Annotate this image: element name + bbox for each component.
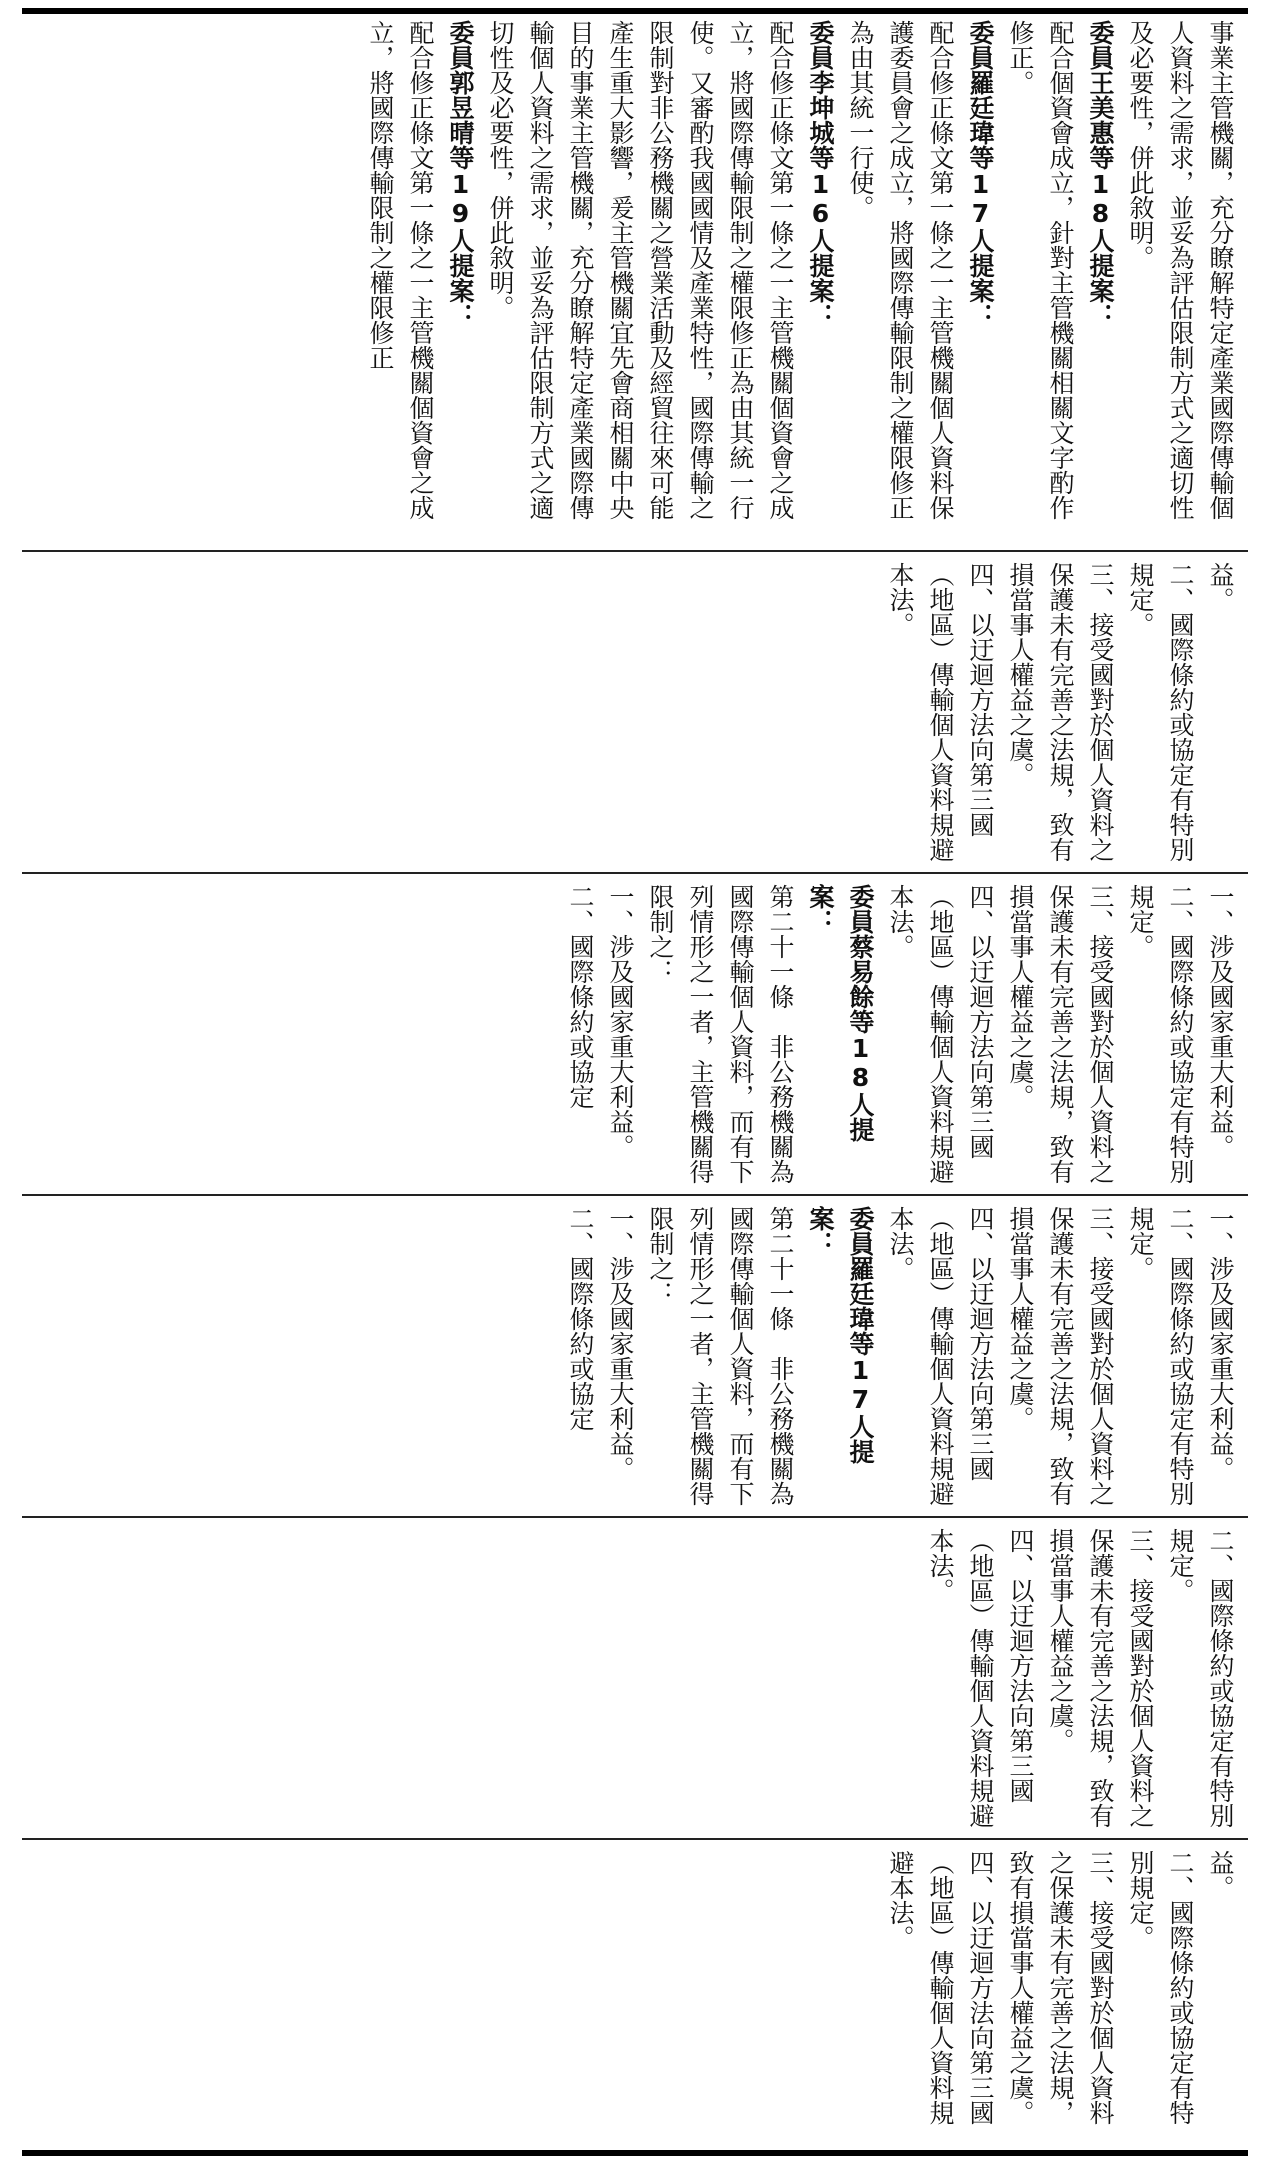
proposer-heading: 委員羅廷瑋等17人提案：: [806, 1206, 875, 1464]
proposer-heading: 委員郭昱晴等19人提案：: [446, 20, 475, 328]
section-explanation: [30, 20, 1240, 540]
text-line: 一、涉及國家重大利益。: [1206, 884, 1235, 1159]
text-line: 配合修正條文第一條之一主管機關個資會之成立，將國際傳輸限制之權限修正為由其統一行使。又審酌我國國情及產業特性，國際傳輸之限制對非公務機關之營業活動及經貿往來可能產生重大影響，爰主管機關宜先會商相關中央目的事業主管機關，充分瞭解特定產業國際傳輸個人資料之需求，並妥為評估限制方式之適切性及必要性，併此敘明。: [486, 20, 795, 520]
text-line: 四、以迂迴方法向第三國（地區）傳輸個人資料規避本法。: [926, 1528, 1035, 1828]
text-line: 益。: [1206, 1850, 1235, 1900]
text-line: 配合修正條文第一條之一主管機關個資會之成立，將國際傳輸限制之權限修正: [366, 20, 435, 520]
text-line: 一、涉及國家重大利益。: [606, 884, 635, 1159]
proposer-heading: 委員李坤城等16人提案：: [806, 20, 835, 328]
text-line: 二、國際條約或協定有特別規定。: [1126, 1206, 1195, 1506]
text-line: 四、以迂迴方法向第三國（地區）傳輸個人資料規避本法。: [886, 1206, 995, 1506]
text-line: 一、涉及國家重大利益。: [606, 1206, 635, 1481]
text-line: 三、接受國對於個人資料之保護未有完善之法規，致有損當事人權益之虞。: [1046, 1528, 1155, 1828]
text-line: 二、國際條約或協定有特別規定。: [1126, 884, 1195, 1184]
section-current-law: [30, 562, 1240, 862]
proposer-heading: 委員羅廷瑋等17人提案：: [966, 20, 995, 328]
text-line: 二、國際條約或協定有特別規定。: [1126, 1850, 1195, 2125]
text-line: 三、接受國對於個人資料之保護未有完善之法規，致有損當事人權益之虞。: [1006, 884, 1115, 1184]
text-line: 二、國際條約或協定有特別規定。: [1126, 562, 1195, 862]
section-divider: [22, 1838, 1248, 1840]
text-line: 四、以迂迴方法向第三國（地區）傳輸個人資料規避本法。: [886, 562, 995, 862]
proposer-heading: 委員王美惠等18人提案：: [1086, 20, 1115, 328]
text-line: 二、國際條約或協定有特別規定。: [1166, 1528, 1235, 1828]
top-rule: [22, 8, 1248, 14]
text-line: 第二十一條 非公務機關為國際傳輸個人資料，而有下列情形之一者，主管機關得限制之：: [646, 1206, 795, 1506]
text-line: 第二十一條 非公務機關為國際傳輸個人資料，而有下列情形之一者，主管機關得限制之：: [646, 884, 795, 1184]
section-divider: [22, 550, 1248, 552]
section-divider: [22, 1516, 1248, 1518]
text-line: 三、接受國對於個人資料之保護未有完善之法規，致有損當事人權益之虞。: [1006, 1850, 1115, 2125]
text-line: 配合個資會成立，針對主管機關相關文字酌作修正。: [1006, 20, 1075, 520]
text-line: 二、國際條約或協定: [566, 1206, 595, 1431]
text-line: 三、接受國對於個人資料之保護未有完善之法規，致有損當事人權益之虞。: [1006, 562, 1115, 862]
text-line: 事業主管機關，充分瞭解特定產業國際傳輸個人資料之需求，並妥為評估限制方式之適切性及必要性，併此敘明。: [1126, 20, 1235, 520]
text-line: 二、國際條約或協定: [566, 884, 595, 1109]
text-line: 三、接受國對於個人資料之保護未有完善之法規，致有損當事人權益之虞。: [1006, 1206, 1115, 1506]
section-divider: [22, 1194, 1248, 1196]
section-proposal-lo: [30, 1206, 1240, 1506]
bottom-rule: [22, 2150, 1248, 2156]
text-line: 益。: [1206, 562, 1235, 612]
proposer-heading: 委員蔡易餘等18人提案：: [806, 884, 875, 1142]
text-line: 四、以迂迴方法向第三國（地區）傳輸個人資料規避本法。: [886, 1850, 995, 2125]
text-line: 配合修正條文第一條之一主管機關個人資料保護委員會之成立，將國際傳輸限制之權限修正為由其統一行使。: [846, 20, 955, 520]
section-original: [30, 1850, 1240, 2142]
section-review: [30, 1528, 1240, 1828]
section-proposal-tsai: [30, 884, 1240, 1184]
text-line: 一、涉及國家重大利益。: [1206, 1206, 1235, 1481]
section-divider: [22, 872, 1248, 874]
text-line: 四、以迂迴方法向第三國（地區）傳輸個人資料規避本法。: [886, 884, 995, 1184]
